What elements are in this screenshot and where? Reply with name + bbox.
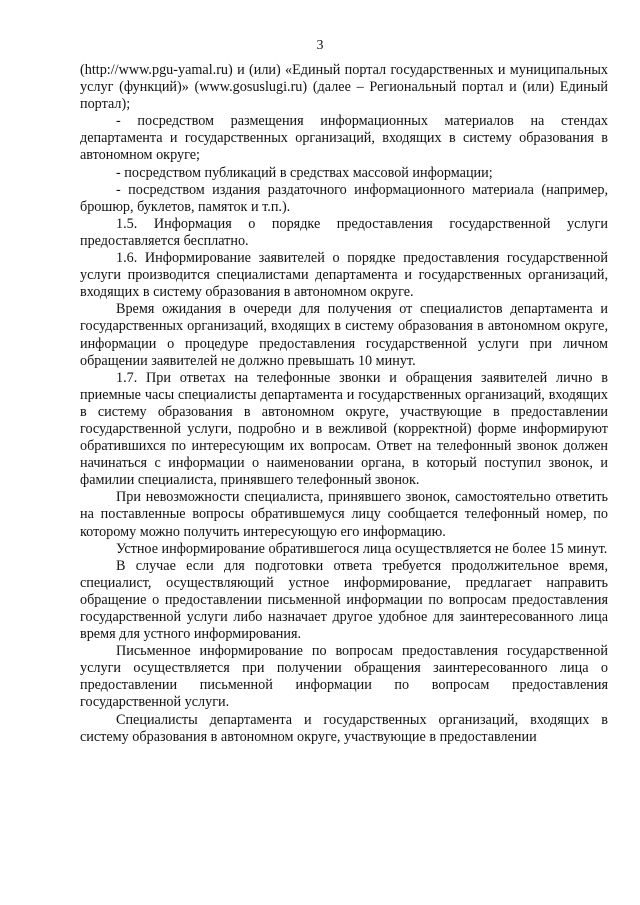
paragraph: Специалисты департамента и государственных организаций, входящих в систему образования в автономном округе, участвующие в предоставлении (80, 711, 608, 745)
paragraph: - посредством размещения информационных материалов на стендах департамента и государственных организаций, входящих в систему образования в автономном округе; (80, 113, 608, 164)
paragraph: 1.7. При ответах на телефонные звонки и обращения заявителей лично в приемные часы специалисты департамента и государственных организаций, входящих в систему образования в автономном округе, участвующие в предоставлении государственной услуги, подробно и в вежливой (корректной) форме информируют обратившихся по интересующим их вопросам. Ответ на телефонный звонок должен начинаться с информации о наименовании органа, в который поступил звонок, и фамилии специалиста, принявшего телефонный звонок. (80, 369, 608, 489)
paragraph: 1.6. Информирование заявителей о порядке предоставления государственной услуги производится специалистами департамента и государственных организаций, входящих в систему образования в автономном округе. (80, 250, 608, 301)
page-number: 3 (316, 38, 324, 53)
paragraph: Устное информирование обратившегося лица осуществляется не более 15 минут. (116, 540, 608, 557)
paragraph: - посредством издания раздаточного информационного материала (например, брошюр, буклетов, памяток и т.п.). (80, 181, 608, 215)
paragraph: (http://www.pgu-yamal.ru) и (или) «Единый портал государственных и муниципальных услуг (функций)» (www.gosuslugi.ru) (далее – Региональный портал и (или) Единый портал); (80, 62, 608, 113)
paragraph: 1.5. Информация о порядке предоставления государственной услуги предоставляется бесплатно. (80, 215, 608, 249)
paragraph: В случае если для подготовки ответа требуется продолжительное время, специалист, осуществляющий устное информирование, предлагает направить обращение о предоставлении письменной информации по вопросам предоставления государственной услуги либо назначает другое удобное для заинтересованного лица время для устного информирования. (80, 557, 608, 643)
paragraph: Время ожидания в очереди для получения от специалистов департамента и государственных организаций, входящих в систему образования в автономном округе, информации о процедуре предоставления государственной услуги при личном обращении заявителей не должно превышать 10 минут. (80, 301, 608, 369)
paragraph: Письменное информирование по вопросам предоставления государственной услуги осуществляется при получении обращения заинтересованного лица о предоставлении письменной информации по вопросам предоставления государственной услуги. (80, 643, 608, 711)
paragraph: При невозможности специалиста, принявшего звонок, самостоятельно ответить на поставленные вопросы обратившемуся лицу сообщается телефонный номер, по которому можно получить интересующую его информацию. (80, 489, 608, 540)
document-body (80, 62, 608, 746)
paragraph: - посредством публикаций в средствах массовой информации; (116, 164, 493, 181)
